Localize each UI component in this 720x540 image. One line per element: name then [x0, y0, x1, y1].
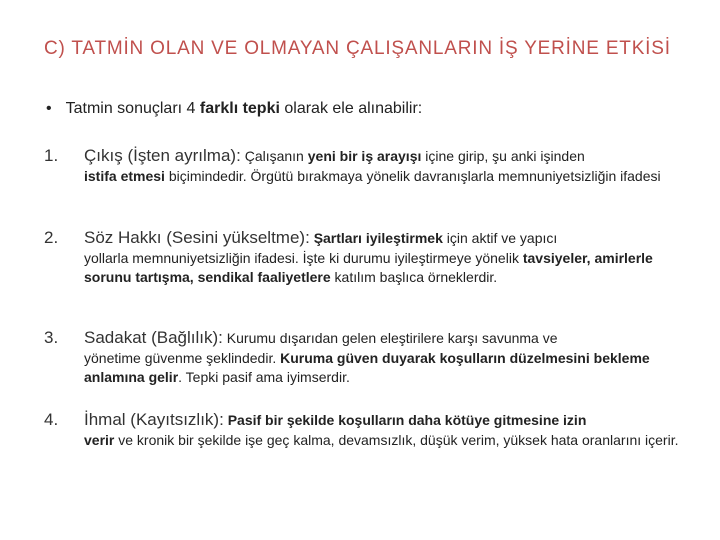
slide-title: C) TATMİN OLAN VE OLMAYAN ÇALIŞANLARIN İŞ YERİNE ETKİSİ	[44, 38, 671, 59]
item-description	[84, 349, 684, 387]
item-text-bold: Şartları iyileştirmek	[313, 230, 443, 246]
intro-bullet	[46, 99, 422, 119]
item-text: yönetime güvenme şeklindedir.	[84, 350, 281, 366]
item-text: Kurumu dışarıdan gelen eleştirilere karşı savunma ve	[222, 330, 558, 346]
item-heading: İhmal (Kayıtsızlık):	[84, 410, 224, 429]
item-text-bold: tavsiyeler, amirlerle sorunu tartışma, sendikal faaliyetlere	[84, 250, 653, 285]
item-text-bold: Kuruma güven duyarak koşulların düzelmesini bekleme anlamına gelir	[84, 350, 650, 385]
item-number: 3.	[44, 328, 59, 347]
item-heading: Sadakat (Bağlılık):	[84, 328, 223, 347]
item-number: 1.	[44, 146, 59, 165]
item-text-bold: yeni bir iş arayışı	[307, 148, 422, 164]
item-first-line	[84, 410, 684, 430]
item-text: yollarla memnuniyetsizliğin ifadesi. İşte ki durumu iyileştirmeye yönelik	[84, 250, 523, 266]
item-first-line	[84, 146, 684, 166]
item-text-bold: verir	[84, 432, 115, 448]
item-number: 4.	[44, 410, 59, 429]
item-description	[84, 249, 684, 287]
item-heading: Söz Hakkı (Sesini yükseltme):	[84, 228, 310, 247]
item-first-line	[84, 328, 684, 348]
item-text-bold: istifa etmesi	[84, 168, 165, 184]
item-description	[84, 431, 684, 450]
intro-text-post: olarak ele alınabilir:	[279, 100, 423, 117]
intro-text-bold: farklı tepki	[199, 100, 280, 117]
item-description	[84, 167, 684, 186]
intro-text-pre: Tatmin sonuçları 4	[65, 100, 200, 117]
item-heading: Çıkış (İşten ayrılma):	[84, 146, 241, 165]
item-first-line	[84, 228, 684, 248]
item-text: . Tepki pasif ama iyimserdir.	[178, 369, 350, 385]
item-text: ve kronik bir şekilde işe geç kalma, devamsızlık, düşük verim, yüksek hata oranlarını içerir.	[114, 432, 679, 448]
bullet-marker: •	[46, 100, 52, 117]
item-text: Çalışanın	[240, 148, 308, 164]
item-text: biçimindedir. Örgütü bırakmaya yönelik davranışlarla memnuniyetsizliğin ifadesi	[164, 168, 661, 184]
item-text: katılım başlıca örneklerdir.	[330, 269, 498, 285]
item-text-bold: Pasif bir şekilde koşulların daha kötüye gitmesine izin	[227, 412, 587, 428]
item-number: 2.	[44, 228, 59, 247]
item-text: için aktif ve yapıcı	[442, 230, 558, 246]
item-text: içine girip, şu anki işinden	[421, 148, 585, 164]
